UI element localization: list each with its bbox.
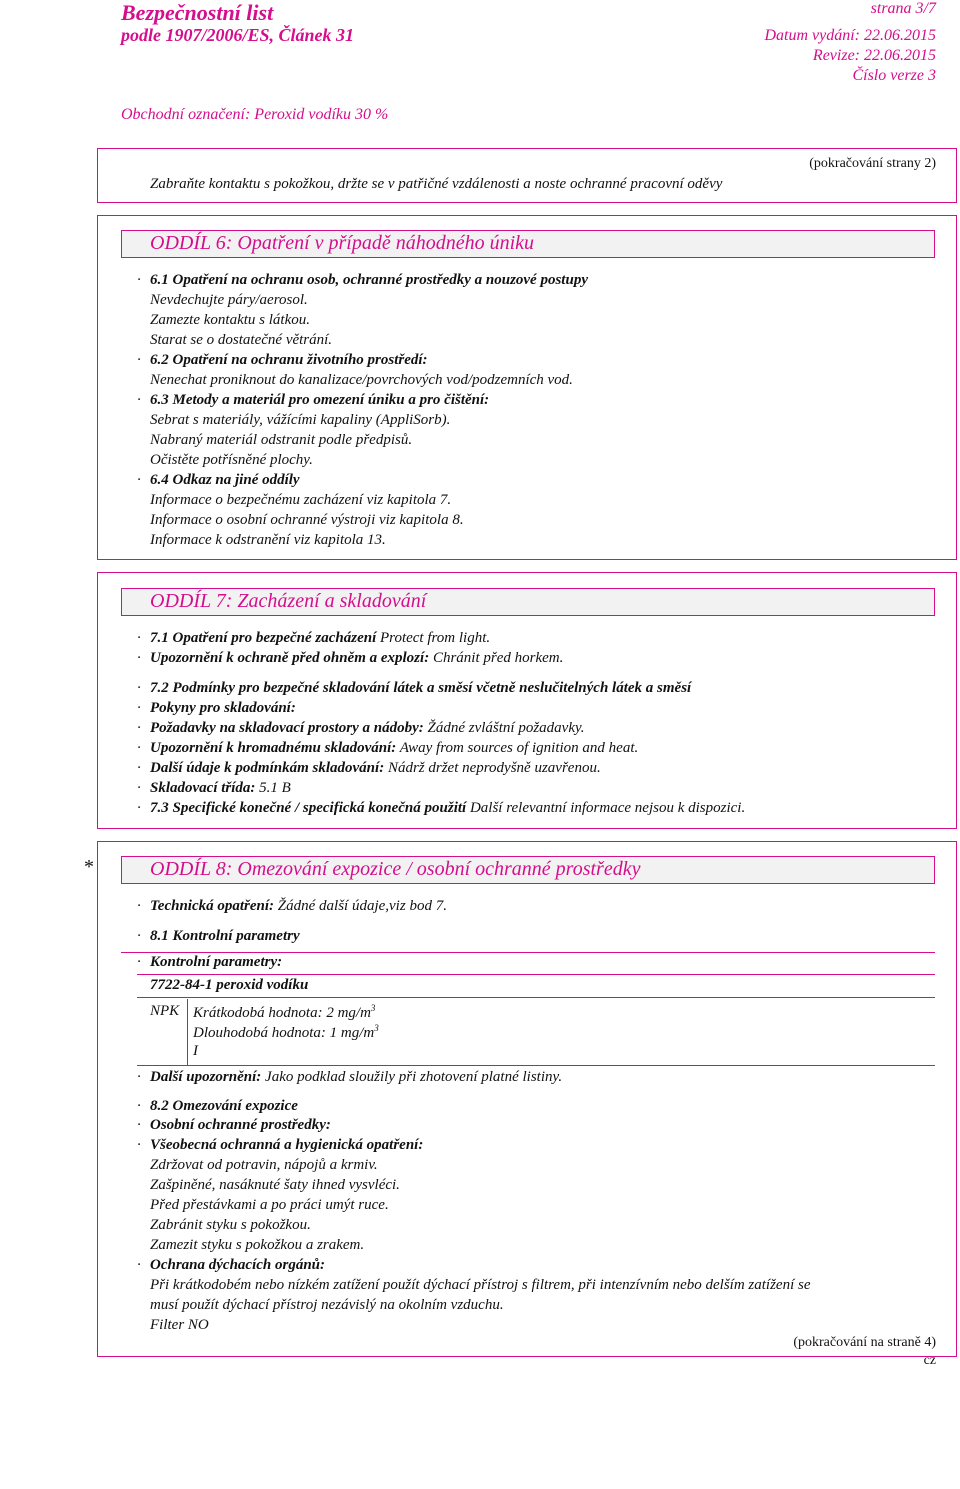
s8-2-heading: · 8.2 Omezování expozice <box>137 1098 298 1114</box>
s7-2-bulk-storage: · Upozornění k hromadnému skladování: Away from sources of ignition and heat. <box>137 740 639 756</box>
change-marker: * <box>84 856 94 878</box>
trade-name: Obchodní označení: Peroxid vodíku 30 % <box>121 106 389 123</box>
s7-1-row: · 7.1 Opatření pro bezpečné zacházení Protect from light. <box>137 630 491 646</box>
section-8-heading: ODDÍL 8: Omezování expozice / osobní ochranné prostředky <box>150 858 641 880</box>
s6-3-line-c: Očistěte potřísněné plochy. <box>150 452 313 468</box>
continued-from: (pokračování strany 2) <box>809 156 936 171</box>
s6-1-heading: · 6.1 Opatření na ochranu osob, ochranné prostředky a nouzové postupy <box>137 272 588 288</box>
s6-2-line-a: Nenechat proniknout do kanalizace/povrchových vod/podzemních vod. <box>150 372 573 388</box>
continued-on: (pokračování na straně 4) <box>793 1335 936 1350</box>
s7-2-requirements: · Požadavky na skladovací prostory a nádoby: Žádné zvláštní požadavky. <box>137 720 585 736</box>
section-7-heading: ODDÍL 7: Zacházení a skladování <box>150 590 427 612</box>
section-7-heading-bar <box>121 588 935 616</box>
note-i: I <box>193 1043 198 1059</box>
s8-1-params-heading: · Kontrolní parametry: <box>137 954 283 970</box>
s8-2-ppe: · Osobní ochranné prostředky: <box>137 1117 331 1133</box>
s6-1-line-c: Starat se o dostatečné větrání. <box>150 332 333 348</box>
s7-2-further-info: · Další údaje k podmínkám skladování: Nádrž držet neprodyšně uzavřenou. <box>137 760 601 776</box>
s8-2-respiratory-2: musí použít dýchací přístroj nezávislý na okolním vzduchu. <box>150 1297 504 1313</box>
s8-2-hygiene-5: Zamezit styku s pokožkou a zrakem. <box>150 1237 365 1253</box>
s6-2-heading: · 6.2 Opatření na ochranu životního prostředí: <box>137 352 428 368</box>
long-term-value: Dlouhodobá hodnota: 1 $mg/m^3$ <box>193 1023 379 1041</box>
s8-2-hygiene-3: Před přestávkami a po práci umýt ruce. <box>150 1197 389 1213</box>
substance-name: 7722-84-1 peroxid vodíku <box>150 977 309 993</box>
npk-label: NPK <box>150 1003 180 1019</box>
s6-3-line-b: Nabraný materiál odstranit podle předpisů. <box>150 432 413 448</box>
version-number: Číslo verze 3 <box>852 67 936 84</box>
s6-3-heading: · 6.3 Metody a materiál pro omezení úniku a pro čištění: <box>137 392 490 408</box>
s8-2-hygiene: · Všeobecná ochranná a hygienická opatření: <box>137 1137 424 1153</box>
s6-4-line-c: Informace k odstranění viz kapitola 13. <box>150 532 386 548</box>
s6-4-line-a: Informace o bezpečnému zacházení viz kapitola 7. <box>150 492 452 508</box>
table-rule-bottom <box>137 1065 935 1066</box>
language-code: cz <box>923 1353 936 1368</box>
s8-tech-row: · Technická opatření: Žádné další údaje,viz bod 7. <box>137 898 447 914</box>
section-6-heading: ODDÍL 6: Opatření v případě náhodného úniku <box>150 232 535 254</box>
s7-2-storage-instr: · Pokyny pro skladování: <box>137 700 296 716</box>
carryover-text: Zabraňte kontaktu s pokožkou, držte se v patřičné vzdálenosti a noste ochranné pracovní oděvy <box>150 176 723 192</box>
s8-2-hygiene-4: Zabránit styku s pokožkou. <box>150 1217 311 1233</box>
s6-4-line-b: Informace o osobní ochranné výstroji viz kapitola 8. <box>150 512 464 528</box>
s6-4-heading: · 6.4 Odkaz na jiné oddíly <box>137 472 300 488</box>
s7-2-storage-class: · Skladovací třída: 5.1 B <box>137 780 291 796</box>
s8-2-hygiene-2: Zašpiněné, nasáknuté šaty ihned vysvléci. <box>150 1177 400 1193</box>
s8-2-respiratory: · Ochrana dýchacích orgánů: <box>137 1257 326 1273</box>
table-rule-2 <box>137 974 935 975</box>
section-6-heading-bar <box>121 230 935 258</box>
revision-date: Revize: 22.06.2015 <box>812 47 936 64</box>
s7-3-row: · 7.3 Specifické konečné / specifická konečná použití Další relevantní informace nejsou k dispozici. <box>137 800 746 816</box>
s8-2-hygiene-1: Zdržovat od potravin, nápojů a krmiv. <box>150 1157 378 1173</box>
s8-1-heading: · 8.1 Kontrolní parametry <box>137 928 300 944</box>
short-term-value: Krátkodobá hodnota: 2 $mg/m^3$ <box>193 1003 376 1021</box>
table-rule-top <box>121 952 935 953</box>
document-title: Bezpečnostní list <box>121 0 274 25</box>
s6-1-line-a: Nevdechujte páry/aerosol. <box>150 292 308 308</box>
s7-1-fire-row: · Upozornění k ochraně před ohněm a explozí: Chránit před horkem. <box>137 650 564 666</box>
document-subtitle: podle 1907/2006/ES, Článek 31 <box>121 25 355 45</box>
page-number: strana 3/7 <box>870 0 936 17</box>
issue-date: Datum vydání: 22.06.2015 <box>764 27 936 44</box>
s8-more-row: · Další upozornění: Jako podklad sloužily při zhotovení platné listiny. <box>137 1069 563 1085</box>
s6-3-line-a: Sebrat s materiály, vážícími kapaliny (AppliSorb). <box>150 412 451 428</box>
table-col-divider <box>187 999 188 1065</box>
s6-1-line-b: Zamezte kontaktu s látkou. <box>150 312 310 328</box>
section-8-heading-bar <box>121 856 935 884</box>
s8-2-respiratory-3: Filter NO <box>150 1317 209 1333</box>
table-rule-3 <box>137 997 935 998</box>
s8-2-respiratory-1: Při krátkodobém nebo nízkém zatížení použít dýchací přístroj s filtrem, při intenzívním nebo delším zatížení se <box>150 1277 811 1293</box>
s7-2-heading: · 7.2 Podmínky pro bezpečné skladování látek a směsí včetně neslučitelných látek a směsí <box>137 680 692 696</box>
